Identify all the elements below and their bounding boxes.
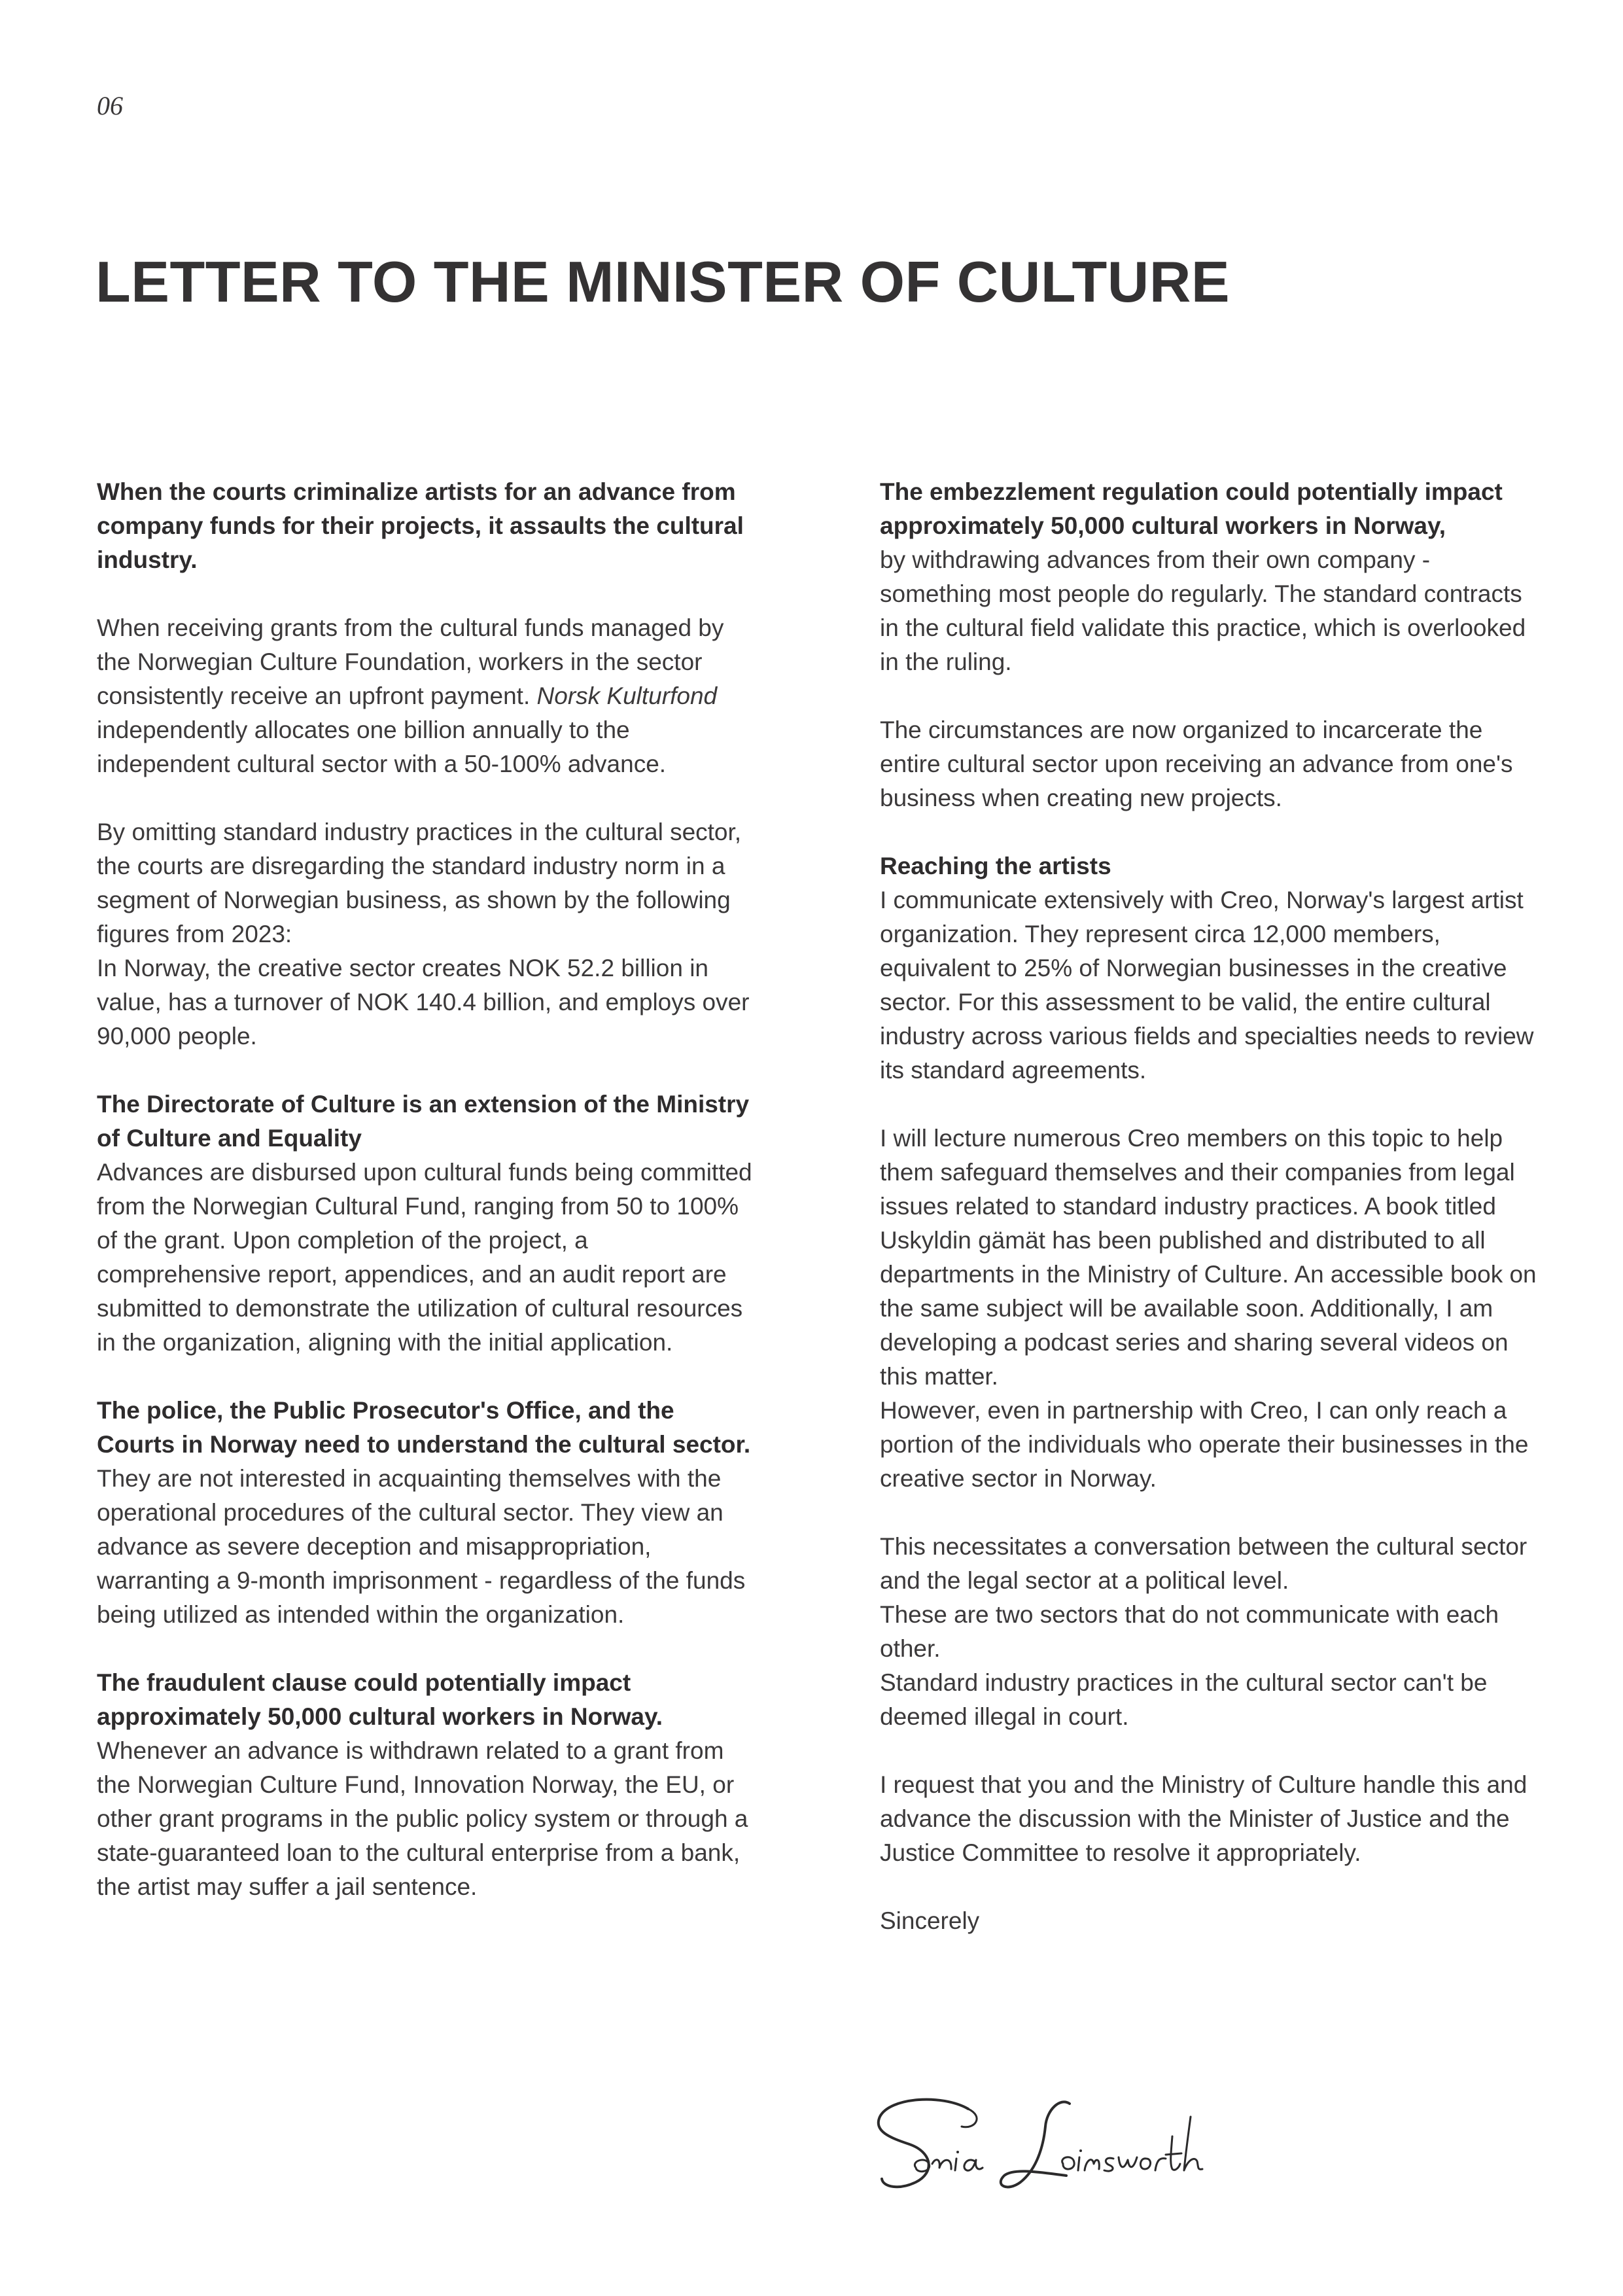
standard-practices-text: Standard industry practices in the cultural sector can't be deemed illegal in court. xyxy=(880,1669,1488,1730)
industry-practices-paragraph xyxy=(97,815,758,1053)
partnership-text: However, even in partnership with Creo, I can only reach a portion of the individuals who operate their businesses in the creative sector in Norway. xyxy=(880,1397,1529,1492)
page-title: LETTER TO THE MINISTER OF CULTURE xyxy=(96,249,1230,314)
conversation-paragraph xyxy=(880,1530,1541,1734)
sectors-text: These are two sectors that do not communicate with each other. xyxy=(880,1601,1499,1662)
conversation-text: This necessitates a conversation between the cultural sector and the legal sector at a political level. xyxy=(880,1533,1527,1594)
circumstances-text: The circumstances are now organized to incarcerate the entire cultural sector upon receiving an advance from one's business when creating new projects. xyxy=(880,716,1513,811)
circumstances-paragraph xyxy=(880,713,1541,815)
police-courts-heading: The police, the Public Prosecutor's Office, and the Courts in Norway need to understand the cultural sector. xyxy=(97,1397,751,1458)
reaching-artists-paragraph xyxy=(880,849,1541,1087)
right-column xyxy=(880,475,1541,1938)
directorate-text: Advances are disbursed upon cultural funds being committed from the Norwegian Cultural Fund, ranging from 50 to 100% of the grant. Upon completion of the project, a comprehensive report, appendices, and an audit report are submitted to demonstrate the utilization of cultural resources in the organization, aligning with the initial application. xyxy=(97,1159,752,1356)
reaching-artists-heading: Reaching the artists xyxy=(880,853,1111,879)
embezzlement-text: by withdrawing advances from their own company - something most people do regularly. The standard contracts in the cultural field validate this practice, which is overlooked in the ruling. xyxy=(880,546,1526,675)
intro-heading: When the courts criminalize artists for an advance from company funds for their projects, it assaults the cultural industry. xyxy=(97,478,744,573)
creative-sector-figures: In Norway, the creative sector creates NOK 52.2 billion in value, has a turnover of NOK 140.4 billion, and employs over 90,000 people. xyxy=(97,955,750,1050)
fraudulent-clause-paragraph xyxy=(97,1666,758,1904)
fraudulent-clause-text: Whenever an advance is withdrawn related to a grant from the Norwegian Culture Fund, Innovation Norway, the EU, or other grant programs in the public policy system or through a state-guaranteed loan to the cultural enterprise from a bank, the artist may suffer a jail sentence. xyxy=(97,1737,748,1900)
signature xyxy=(870,2091,1210,2202)
norsk-kulturfond-emphasis: Norsk Kulturfond xyxy=(536,682,718,709)
embezzlement-heading: The embezzlement regulation could potentially impact approximately 50,000 cultural workers in Norway, xyxy=(880,478,1503,539)
industry-practices-text: By omitting standard industry practices in the cultural sector, the courts are disregarding the standard industry norm in a segment of Norwegian business, as shown by the following figures from 2023: xyxy=(97,819,742,947)
grants-text-start: When receiving grants from the cultural funds managed by the Norwegian Culture Foundation, workers in the sector consistently receive an upfront payment. xyxy=(97,614,724,709)
grants-text-end: independently allocates one billion annually to the independent cultural sector with a 50-100% advance. xyxy=(97,716,667,777)
police-courts-text: They are not interested in acquainting themselves with the operational procedures of the cultural sector. They view an advance as severe deception and misappropriation, warranting a 9-month imprisonment - regardless of the funds being utilized as intended within the organization. xyxy=(97,1465,746,1628)
grants-paragraph xyxy=(97,611,758,781)
left-column xyxy=(97,475,758,1938)
police-courts-paragraph xyxy=(97,1394,758,1632)
embezzlement-paragraph xyxy=(880,475,1541,679)
directorate-heading: The Directorate of Culture is an extension of the Ministry of Culture and Equality xyxy=(97,1091,750,1152)
intro-paragraph xyxy=(97,475,758,577)
request-text: I request that you and the Ministry of Culture handle this and advance the discussion with the Minister of Justice and the Justice Committee to resolve it appropriately. xyxy=(880,1771,1527,1866)
reaching-artists-text: I communicate extensively with Creo, Norway's largest artist organization. They represent circa 12,000 members, equivalent to 25% of Norwegian businesses in the creative sector. For this assessment to be valid, the entire cultural industry across various fields and specialties needs to review its standard agreements. xyxy=(880,887,1534,1084)
sign-off: Sincerely xyxy=(880,1907,980,1934)
request-paragraph xyxy=(880,1768,1541,1870)
lecture-text: I will lecture numerous Creo members on this topic to help them safeguard themselves and their companies from legal issues related to standard industry practices. A book titled Uskyldin gämät has been published and distributed to all departments in the Ministry of Culture. An accessible book on the same subject will be available soon. Additionally, I am developing a podcast series and sharing several videos on this matter. xyxy=(880,1125,1537,1390)
signature-image xyxy=(870,2091,1210,2202)
page-number: 06 xyxy=(97,91,123,120)
fraudulent-clause-heading: The fraudulent clause could potentially impact approximately 50,000 cultural workers in Norway. xyxy=(97,1669,663,1730)
directorate-paragraph xyxy=(97,1087,758,1360)
lecture-paragraph xyxy=(880,1122,1541,1496)
